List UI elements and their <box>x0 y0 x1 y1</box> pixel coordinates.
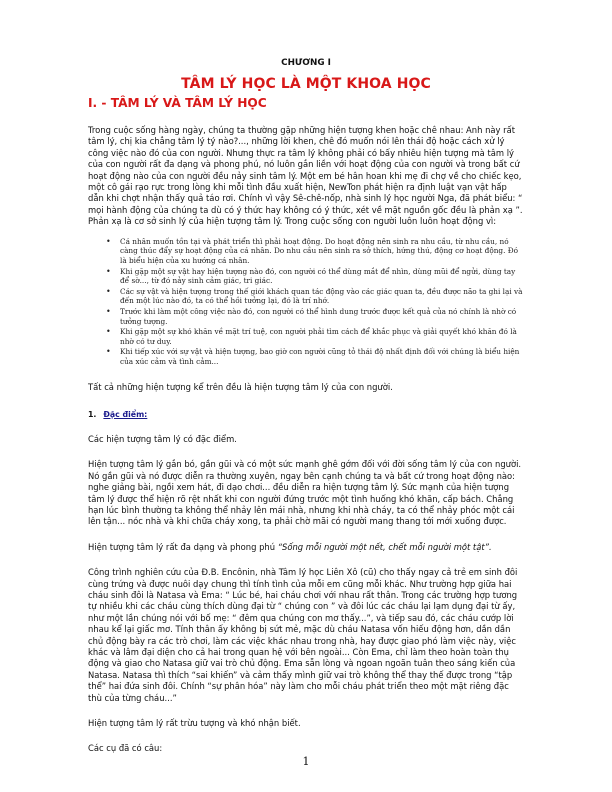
proverb-quote: “Sống mỗi người một nết, chết mỗi người một tật”. <box>277 541 492 552</box>
subsection-heading <box>88 410 524 420</box>
subsection-label: Đặc điểm: <box>103 409 148 419</box>
paragraph-twins-study: Công trình nghiên cứu của Đ.B. Encônin, nhà Tâm lý học Liên Xô (cũ) cho thấy ngay cả trẻ em sinh đôi cùng trứng và được nuôi dạy chung thì tính tình của mỗi em cũng mỗi khác. Như trường hợp giữa hai cháu sinh đôi là Natasa và Ema: “ Lúc bé, hai cháu chơi với nhau rất thân. Trong các trường hợp tương tự nhiều khi các cháu cùng thích dùng đại từ “ chúng con ” và đôi lúc các cháu lại lạm dụng đại từ ấy, như một lần chúng nói với bố mẹ: “ đêm qua chúng con mơ thấy...”, và tiếp sau đó, các cháu cướp lời nhau kể lại giấc mơ. Tính thân ấy không bị sứt mẻ, mặc dù cháu Natasa vốn hiếu động hơn, dần dần chủ động bày ra các trò chơi, làm các việc khác nhau trong nhà, hay được giao phó làm việc này, việc khác và lâm đại diện cho cả hai trong quan hệ với bên ngoài... Còn Ema, chỉ làm theo hoàn toàn thụ động và giao cho Natasa giữ vai trò chủ động. Ema sẵn lòng và ngoan ngoãn tuân theo sáng kiến của Natasa. Natasa thì thích “sai khiến” và cảm thấy mình giữ vai trò không thể thay thế được trong “tập thể” hai đứa sinh đôi. Chính “sự phân hóa” này làm cho mỗi cháu phát triển theo một mặt riêng đặc thù của từng cháu...” <box>88 567 518 703</box>
paragraph-proverb-intro: Các cụ đã có câu: <box>88 743 163 754</box>
chapter-title: TÂM LÝ HỌC LÀ MỘT KHOA HỌC <box>181 76 431 92</box>
intro-paragraph: Trong cuộc sống hàng ngày, chúng ta thường gặp những hiện tượng khen hoặc chê nhau: Anh này rất tâm lý, chị kia chẳng tâm lý tý nào?..., những lời khen, chê đó muốn nói lên thái độ hoặc cách xử lý công việc nào đó của con người. Nhưng thực ra tâm lý không phải có bấy nhiêu hiện tượng mà tâm lý của con người rất đa dạng và phong phú, nó luôn gắn liền với hoạt động của con người và trong bất cứ hoạt động nào của con người đều nảy sinh tâm lý. Một em bé hân hoan khi mẹ đi chợ về cho chiếc kẹo, một cô gái rạo rực trong lòng khi mỗi tình đầu xuất hiện, NewTon phát hiện ra định luật vạn vật hấp dẫn khi chợt nhận thấy quả táo rơi. Chính vì vậy Sê-chê-nốp, nhà sinh lý học người Nga, đã phát biểu: “ mọi hành động của chúng ta dù có ý thức hay không có ý thức, xét về mặt nguồn gốc đều là phản xạ ”. Phản xạ là cơ sở sinh lý của hiện tượng tâm lý. Trong cuộc sống con người luôn luôn hoạt động vì: <box>88 125 523 227</box>
bullet-item: • Cá nhân muốn tồn tại và phát triển thì phải hoạt động. Do hoạt động nên sinh ra nhu cầu, từ nhu cầu, nó càng thúc đẩy sự hoạt động của cá nhân. Do nhu cầu nên sinh ra sở thích, hứng thú, động cơ hoạt động. Đó là biểu hiện của xu hướng cá nhân. <box>106 237 524 266</box>
paragraph-close-and-powerful: Hiện tượng tâm lý gắn bó, gần gũi và có một sức mạnh ghê gớm đối với đời sống tâm lý của con người. Nó gần gũi và nó được diễn ra thường xuyên, ngay bên cạnh chúng ta và bất cứ trong hoạt động nào: nghe giảng bài, ngồi xem hát, đi dạo chơi... đều diễn ra hiện tượng tâm lý. Sức mạnh của hiện tượng tâm lý được thể hiện rõ rệt nhất khi con người đứng trước một tình huống khó khăn, cấp bách. Chẳng hạn lúc bình thường ta không thể nhảy lên mái nhà, nhưng khi nhà cháy, ta có thể nhảy phóc một cái lên tận... nóc nhà và khi chữa cháy xong, ta phải chờ mãi có người mang thang tới mới xuống được. <box>88 459 522 527</box>
chapter-heading: CHƯƠNG I <box>281 58 331 68</box>
page-number: 1 <box>302 755 310 768</box>
paragraph-abstract: Hiện tượng tâm lý rất trừu tượng và khó nhận biết. <box>88 718 301 729</box>
bullet-item: • Khi gặp một sự khó khăn về mặt trí tuệ, con người phải tìm cách để khắc phục và giải quyết khó khăn đó là nhờ có tư duy. <box>106 327 524 347</box>
subsection-number: 1. <box>88 409 97 419</box>
paragraph-diverse-text: Hiện tượng tâm lý rất đa dạng và phong phú <box>88 541 278 552</box>
bullet-item: • Trước khi làm một công việc nào đó, con người có thể hình dung trước được kết quả của nó chính là nhờ có tưởng tượng. <box>106 307 524 327</box>
activity-bullet-list <box>106 237 524 367</box>
characteristics-intro: Các hiện tượng tâm lý có đặc điểm. <box>88 433 237 444</box>
bullet-item: • Khi gặp một sự vật hay hiện tượng nào đó, con người có thể dùng mắt để nhìn, dùng mũi để ngửi, dùng tay để sờ..., từ đó nảy sinh cảm giác, tri giác. <box>106 267 524 287</box>
paragraph-diverse <box>88 542 524 553</box>
bullet-item: • Khi tiếp xúc với sự vật và hiện tượng, bao giờ con người cũng tỏ thái độ nhất định đối với chúng là biểu hiện của xúc cảm và tình cảm... <box>106 347 524 367</box>
section-heading: I. - TÂM LÝ VÀ TÂM LÝ HỌC <box>88 96 267 110</box>
bullet-item: • Các sự vật và hiện tượng trong thế giới khách quan tác động vào các giác quan ta, đều được não ta ghi lại và đến một lúc nào đó, ta có thể hồi tưởng lại, đó là trí nhớ. <box>106 287 524 307</box>
summary-paragraph: Tất cả những hiện tượng kể trên đều là hiện tượng tâm lý của con người. <box>88 381 393 392</box>
